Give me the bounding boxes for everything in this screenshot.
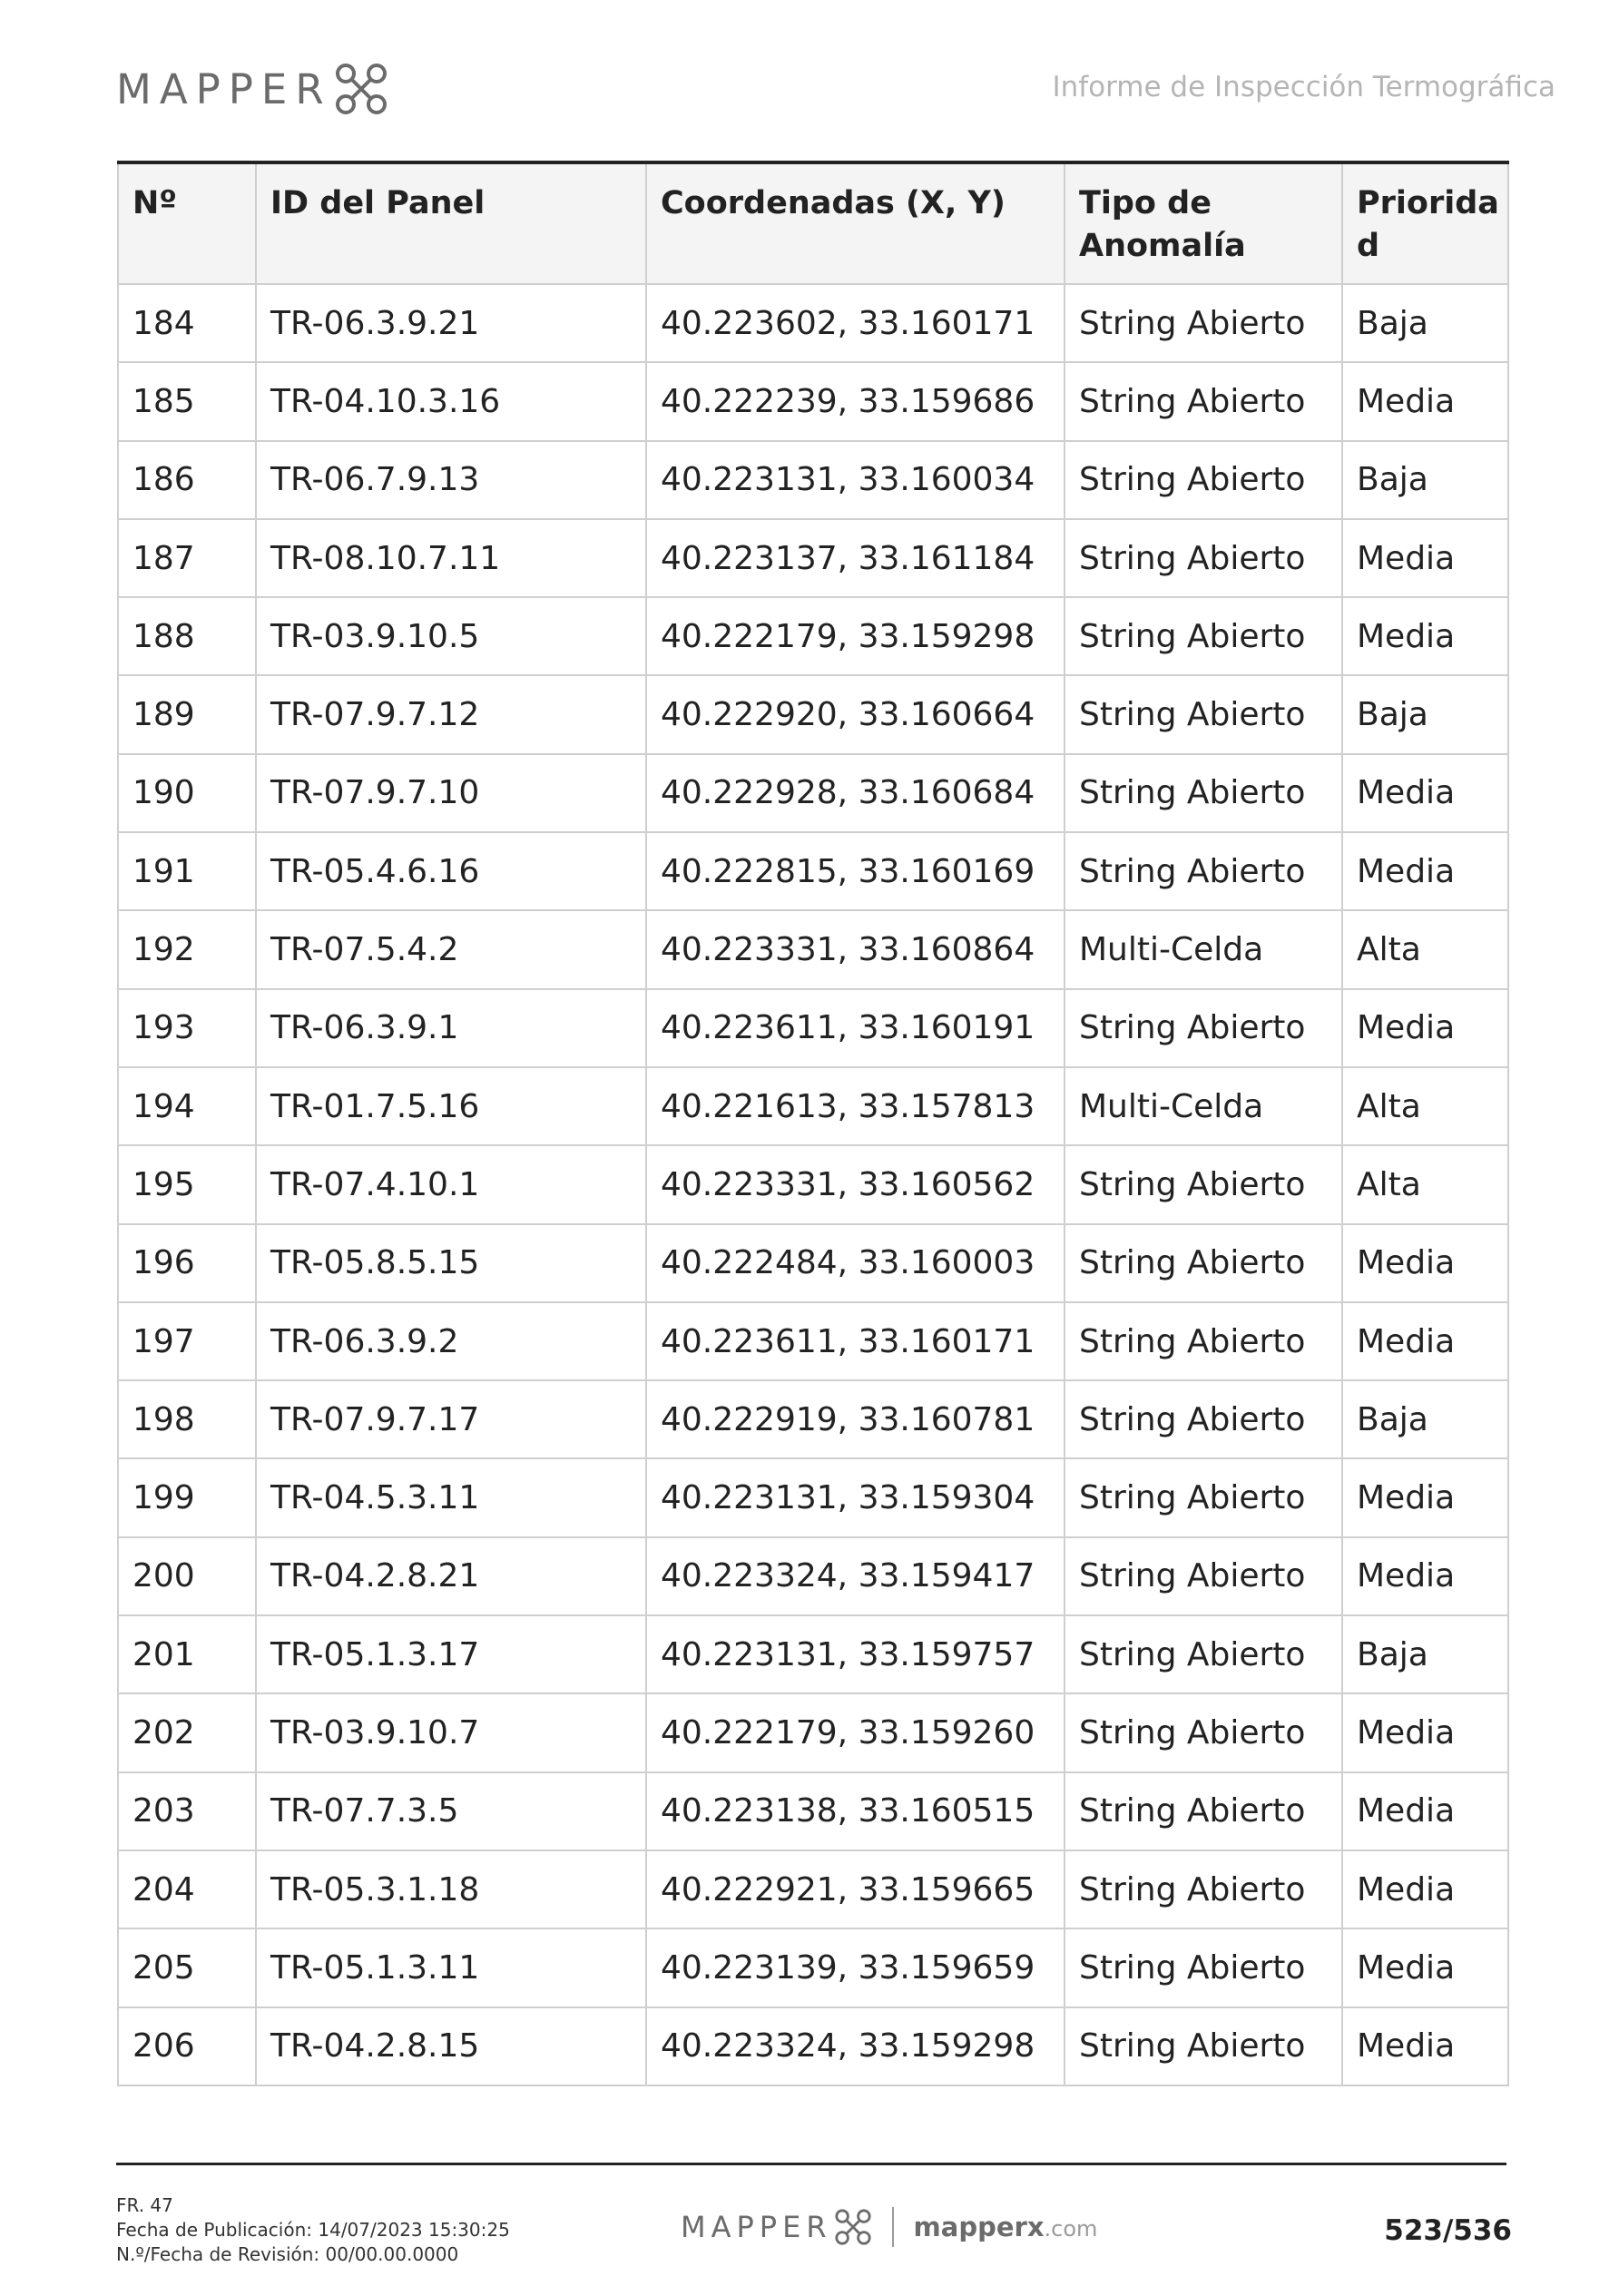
document-title: Informe de Inspección Termográfica [1052,71,1555,103]
cell-priority: Baja [1342,1380,1508,1458]
cell-coordinates: 40.222921, 33.159665 [646,1850,1065,1928]
cell-panel-id: TR-05.8.5.15 [256,1224,646,1302]
cell-coordinates: 40.223131, 33.160034 [646,441,1065,519]
cell-panel-id: TR-03.9.10.5 [256,597,646,675]
cell-coordinates: 40.222815, 33.160169 [646,832,1065,910]
column-header-priority: Priorida d [1342,162,1508,284]
cell-coordinates: 40.223139, 33.159659 [646,1928,1065,2007]
cell-coordinates: 40.222179, 33.159298 [646,597,1065,675]
cell-coordinates: 40.222920, 33.160664 [646,675,1065,753]
table-row [118,1380,1508,1458]
website-tld: .com [1044,2216,1098,2242]
cell-anomaly-type: String Abierto [1065,1693,1342,1771]
cell-priority: Media [1342,597,1508,675]
cell-priority: Media [1342,1537,1508,1615]
cell-anomaly-type: String Abierto [1065,1380,1342,1458]
cell-coordinates: 40.223602, 33.160171 [646,284,1065,362]
footer-logo-wordmark: MAPPER [681,2210,832,2244]
cell-priority: Baja [1342,284,1508,362]
cell-coordinates: 40.222239, 33.159686 [646,362,1065,440]
cell-number: 192 [118,910,256,988]
table-row [118,832,1508,910]
table-row [118,1458,1508,1536]
table-row [118,1693,1508,1771]
cell-priority: Media [1342,519,1508,597]
cell-coordinates: 40.223331, 33.160864 [646,910,1065,988]
column-header-anomaly-type: Tipo de Anomalía [1065,162,1342,284]
table-row [118,754,1508,832]
footer-divider [116,2163,1506,2165]
cell-anomaly-type: String Abierto [1065,1145,1342,1223]
cell-anomaly-type: String Abierto [1065,832,1342,910]
table-row [118,1302,1508,1380]
table-row [118,1067,1508,1145]
table-row [118,910,1508,988]
cell-panel-id: TR-04.5.3.11 [256,1458,646,1536]
cell-anomaly-type: String Abierto [1065,1458,1342,1536]
cell-anomaly-type: String Abierto [1065,675,1342,753]
table-row [118,1145,1508,1223]
cell-number: 199 [118,1458,256,1536]
cell-priority: Media [1342,2007,1508,2085]
footer-separator [892,2207,894,2247]
cell-anomaly-type: String Abierto [1065,597,1342,675]
column-header-number: Nº [118,162,256,284]
cell-coordinates: 40.223138, 33.160515 [646,1772,1065,1850]
page-header [116,58,1555,122]
cell-number: 191 [118,832,256,910]
cell-number: 186 [118,441,256,519]
cell-priority: Alta [1342,910,1508,988]
cell-number: 206 [118,2007,256,2085]
cell-priority: Baja [1342,1615,1508,1693]
cell-panel-id: TR-07.9.7.12 [256,675,646,753]
cell-priority: Media [1342,1224,1508,1302]
cell-panel-id: TR-04.10.3.16 [256,362,646,440]
cell-priority: Media [1342,1693,1508,1771]
cell-priority: Media [1342,1928,1508,2007]
mapperx-logo [116,62,388,116]
cell-panel-id: TR-03.9.10.7 [256,1693,646,1771]
table-row [118,1537,1508,1615]
cell-coordinates: 40.222928, 33.160684 [646,754,1065,832]
cell-number: 196 [118,1224,256,1302]
cell-number: 200 [118,1537,256,1615]
cell-anomaly-type: String Abierto [1065,1302,1342,1380]
cell-panel-id: TR-08.10.7.11 [256,519,646,597]
table-row [118,1224,1508,1302]
cell-panel-id: TR-07.4.10.1 [256,1145,646,1223]
table-row [118,1928,1508,2007]
cell-anomaly-type: String Abierto [1065,989,1342,1067]
table-row [118,362,1508,440]
cell-panel-id: TR-05.4.6.16 [256,832,646,910]
cell-panel-id: TR-05.1.3.11 [256,1928,646,2007]
publication-date: Fecha de Publicación: 14/07/2023 15:30:25 [116,2219,510,2241]
cell-panel-id: TR-06.3.9.1 [256,989,646,1067]
cell-coordinates: 40.223611, 33.160171 [646,1302,1065,1380]
cell-panel-id: TR-07.5.4.2 [256,910,646,988]
cell-number: 184 [118,284,256,362]
cell-anomaly-type: String Abierto [1065,1224,1342,1302]
cell-coordinates: 40.223131, 33.159304 [646,1458,1065,1536]
cell-priority: Media [1342,1850,1508,1928]
anomaly-table [117,161,1509,2086]
column-header-coordinates: Coordenadas (X, Y) [646,162,1065,284]
cell-priority: Alta [1342,1145,1508,1223]
cell-number: 185 [118,362,256,440]
revision-info: N.º/Fecha de Revisión: 00/00.00.0000 [116,2243,459,2265]
cell-number: 195 [118,1145,256,1223]
cell-number: 201 [118,1615,256,1693]
cell-coordinates: 40.223611, 33.160191 [646,989,1065,1067]
cell-coordinates: 40.223331, 33.160562 [646,1145,1065,1223]
cell-number: 194 [118,1067,256,1145]
cell-anomaly-type: Multi-Celda [1065,1067,1342,1145]
cell-panel-id: TR-07.9.7.17 [256,1380,646,1458]
cell-anomaly-type: String Abierto [1065,519,1342,597]
cell-number: 198 [118,1380,256,1458]
table-row [118,989,1508,1067]
form-code: FR. 47 [116,2194,173,2216]
cell-number: 197 [118,1302,256,1380]
page-number: 523/536 [1384,2214,1512,2247]
cell-coordinates: 40.222179, 33.159260 [646,1693,1065,1771]
cell-number: 189 [118,675,256,753]
cell-panel-id: TR-01.7.5.16 [256,1067,646,1145]
table-row [118,2007,1508,2085]
cell-number: 193 [118,989,256,1067]
cell-anomaly-type: Multi-Celda [1065,910,1342,988]
table-row [118,519,1508,597]
cell-priority: Media [1342,832,1508,910]
cell-priority: Media [1342,1458,1508,1536]
cell-anomaly-type: String Abierto [1065,2007,1342,2085]
footer-meta [116,2193,510,2267]
cell-panel-id: TR-05.3.1.18 [256,1850,646,1928]
cell-priority: Media [1342,989,1508,1067]
table-row [118,1850,1508,1928]
cell-number: 202 [118,1693,256,1771]
cell-anomaly-type: String Abierto [1065,1772,1342,1850]
cell-panel-id: TR-06.3.9.2 [256,1302,646,1380]
cell-anomaly-type: String Abierto [1065,1928,1342,2007]
cell-anomaly-type: String Abierto [1065,1537,1342,1615]
cell-number: 187 [118,519,256,597]
table-row [118,1615,1508,1693]
cell-panel-id: TR-07.9.7.10 [256,754,646,832]
website-name: mapperx [913,2212,1045,2242]
cell-panel-id: TR-05.1.3.17 [256,1615,646,1693]
cell-priority: Alta [1342,1067,1508,1145]
cell-coordinates: 40.223324, 33.159298 [646,2007,1065,2085]
cell-anomaly-type: String Abierto [1065,1850,1342,1928]
cell-number: 203 [118,1772,256,1850]
cell-panel-id: TR-07.7.3.5 [256,1772,646,1850]
cell-coordinates: 40.222484, 33.160003 [646,1224,1065,1302]
cell-panel-id: TR-06.3.9.21 [256,284,646,362]
cell-anomaly-type: String Abierto [1065,441,1342,519]
cell-priority: Media [1342,1302,1508,1380]
table-row [118,284,1508,362]
cell-number: 204 [118,1850,256,1928]
logo-wordmark: MAPPER [116,64,332,113]
cell-panel-id: TR-04.2.8.21 [256,1537,646,1615]
cell-priority: Baja [1342,675,1508,753]
cell-priority: Baja [1342,441,1508,519]
cell-number: 188 [118,597,256,675]
table-row [118,597,1508,675]
cell-coordinates: 40.221613, 33.157813 [646,1067,1065,1145]
table-header-row [118,162,1508,284]
cell-anomaly-type: String Abierto [1065,754,1342,832]
cell-panel-id: TR-06.7.9.13 [256,441,646,519]
cell-coordinates: 40.222919, 33.160781 [646,1380,1065,1458]
cell-anomaly-type: String Abierto [1065,284,1342,362]
drone-x-icon [834,2208,872,2246]
footer-website [914,2212,1098,2242]
cell-priority: Media [1342,754,1508,832]
cell-number: 205 [118,1928,256,2007]
cell-priority: Media [1342,1772,1508,1850]
drone-x-icon [334,62,388,116]
footer-branding [681,2207,1097,2247]
cell-coordinates: 40.223137, 33.161184 [646,519,1065,597]
cell-panel-id: TR-04.2.8.15 [256,2007,646,2085]
cell-anomaly-type: String Abierto [1065,1615,1342,1693]
cell-coordinates: 40.223131, 33.159757 [646,1615,1065,1693]
cell-anomaly-type: String Abierto [1065,362,1342,440]
column-header-panel-id: ID del Panel [256,162,646,284]
table-row [118,441,1508,519]
table-row [118,675,1508,753]
cell-coordinates: 40.223324, 33.159417 [646,1537,1065,1615]
cell-priority: Media [1342,362,1508,440]
table-row [118,1772,1508,1850]
table-body [118,284,1508,2085]
cell-number: 190 [118,754,256,832]
